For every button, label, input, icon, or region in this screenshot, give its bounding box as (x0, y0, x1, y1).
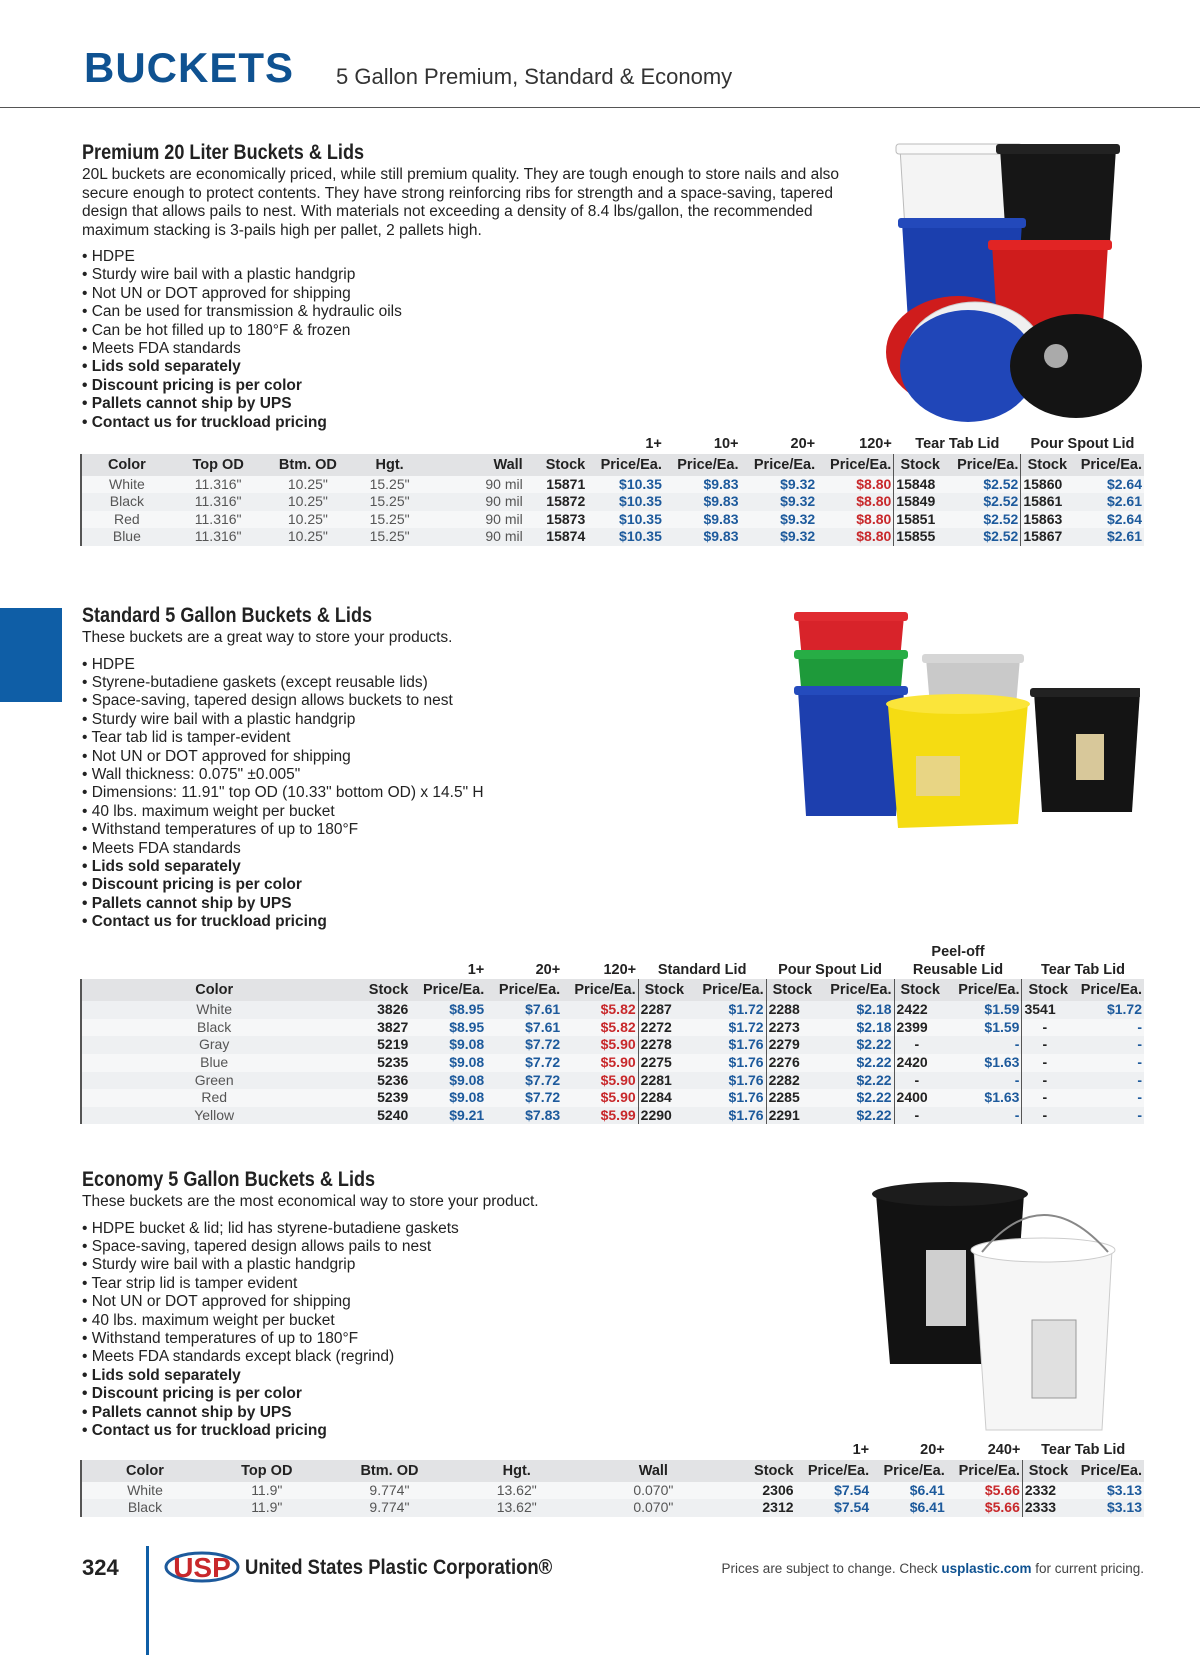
list-item: • Pallets cannot ship by UPS (82, 894, 292, 912)
list-item: • HDPE bucket & lid; lid has styrene-butadiene gaskets (82, 1219, 459, 1237)
qty-header: 120+ (562, 962, 638, 980)
list-item: • Lids sold separately (82, 857, 241, 875)
list-item: • Withstand temperatures of up to 180°F (82, 1329, 359, 1347)
section-description: 20L buckets are economically priced, while still premium quality. They are tough enough to store nails and also secure enough to protect contents. They have strong reinforcing ribs for strength and a space-saving, tapered design that allows pails to nest. With materials not exceeding a density of 8.4 lbs/gallon, the recommended maximum stacking is 3-pails high per pallet, 2 pallets high. (82, 166, 840, 239)
list-item: • Meets FDA standards except black (regrind) (82, 1348, 395, 1366)
column-header: Stock (638, 979, 690, 1001)
table-row: Blue 5235 $9.08 $7.72 $5.90 2275 $1.76 2276 $2.22 2420 $1.63 - - (81, 1054, 1144, 1072)
table-row: Black 11.9" 9.774" 13.62" 0.070" 2312 $7.54 $6.41 $5.66 2333 $3.13 (81, 1499, 1144, 1517)
column-header: Price/Ea. (587, 454, 664, 476)
column-header: Color (81, 1460, 208, 1482)
column-header: Price/Ea. (741, 454, 818, 476)
qty-header: 20+ (741, 436, 818, 454)
table-row: White 11.316" 10.25" 15.25" 90 mil 15871 $10.35 $9.83 $9.32 $8.80 15848 $2.52 15860 $2.64 (81, 476, 1144, 494)
lid-group-header: Tear Tab Lid (1022, 1442, 1144, 1460)
qty-header: 120+ (817, 436, 894, 454)
footer-divider (146, 1546, 149, 1655)
column-header: Price/Ea. (818, 979, 894, 1001)
column-header: Price/Ea. (946, 979, 1022, 1001)
list-item: • Space-saving, tapered design allows buckets to nest (82, 692, 453, 710)
feature-list (82, 248, 882, 432)
usp-logo (164, 1547, 240, 1587)
list-item: • Not UN or DOT approved for shipping (82, 1293, 351, 1311)
section-title: Economy 5 Gallon Buckets & Lids (82, 1168, 376, 1191)
column-header: Color (81, 454, 172, 476)
list-item: • Contact us for truckload pricing (82, 913, 327, 931)
lid-group-header: Peel-off (894, 944, 1022, 962)
page-number: 324 (82, 1555, 119, 1580)
column-header: Price/Ea. (690, 979, 766, 1001)
feature-list (82, 656, 722, 932)
qty-header: 240+ (947, 1442, 1023, 1460)
list-item: • Withstand temperatures of up to 180°F (82, 821, 359, 839)
list-item: • Pallets cannot ship by UPS (82, 395, 292, 413)
list-item: • Meets FDA standards (82, 340, 241, 358)
qty-header: 1+ (587, 436, 664, 454)
list-item: • 40 lbs. maximum weight per bucket (82, 802, 335, 820)
list-item: • Can be used for transmission & hydraulic oils (82, 303, 402, 321)
column-header: Price/Ea. (410, 979, 486, 1001)
qty-header: 20+ (871, 1442, 947, 1460)
page-subtitle: 5 Gallon Premium, Standard & Economy (336, 64, 733, 89)
column-header: Stock (894, 979, 946, 1001)
standard-section (82, 604, 722, 932)
list-item: • Tear tab lid is tamper-evident (82, 729, 291, 747)
page-header (0, 0, 1200, 108)
list-item: • HDPE (82, 655, 135, 673)
table-row: Black 3827 $8.95 $7.61 $5.82 2272 $1.72 2273 $2.18 2399 $1.59 - - (81, 1019, 1144, 1037)
section-side-tab (0, 608, 62, 702)
list-item: • Contact us for truckload pricing (82, 413, 327, 431)
list-item: • Lids sold separately (82, 358, 241, 376)
lid-group-header: Tear Tab Lid (894, 436, 1021, 454)
table-row: White 3826 $8.95 $7.61 $5.82 2287 $1.72 2288 $2.18 2422 $1.59 3541 $1.72 (81, 1001, 1144, 1019)
premium-pricing-table (80, 436, 1144, 546)
qty-header: 1+ (410, 962, 486, 980)
column-header: Price/Ea. (486, 979, 562, 1001)
column-header: Color (81, 979, 346, 1001)
list-item: • 40 lbs. maximum weight per bucket (82, 1311, 335, 1329)
list-item: • Sturdy wire bail with a plastic handgrip (82, 266, 356, 284)
column-header: Stock (894, 454, 946, 476)
list-item: • Discount pricing is per color (82, 1385, 302, 1403)
qty-header: 10+ (664, 436, 741, 454)
column-header: Price/Ea. (946, 454, 1021, 476)
column-header: Price/Ea. (817, 454, 894, 476)
logo-text: USP (173, 1552, 231, 1583)
column-header: Stock (1022, 1460, 1074, 1482)
economy-pricing-table (80, 1442, 1144, 1517)
column-header: Price/Ea. (1073, 454, 1144, 476)
lid-group-header: Tear Tab Lid (1022, 962, 1144, 980)
column-header: Price/Ea. (664, 454, 741, 476)
economy-buckets-photo (862, 1180, 1124, 1442)
list-item: • Tear strip lid is tamper evident (82, 1274, 298, 1292)
list-item: • Can be hot filled up to 180°F & frozen (82, 321, 351, 339)
list-item: • Discount pricing is per color (82, 376, 302, 394)
list-item: • Contact us for truckload pricing (82, 1421, 327, 1439)
list-item: • HDPE (82, 248, 135, 265)
column-header: Price/Ea. (1074, 979, 1144, 1001)
table-row: Black 11.316" 10.25" 15.25" 90 mil 15872 $10.35 $9.83 $9.32 $8.80 15849 $2.52 15861 $2.61 (81, 493, 1144, 511)
qty-header: 20+ (486, 962, 562, 980)
premium-buckets-photo (880, 140, 1142, 425)
list-item: • Not UN or DOT approved for shipping (82, 284, 351, 302)
list-item: • Meets FDA standards (82, 839, 241, 857)
list-item: • Dimensions: 11.91" top OD (10.33" bottom OD) x 14.5" H (82, 784, 484, 802)
column-header: Wall (428, 454, 525, 476)
table-row: White 11.9" 9.774" 13.62" 0.070" 2306 $7.54 $6.41 $5.66 2332 $3.13 (81, 1482, 1144, 1500)
column-header: Stock (726, 1460, 795, 1482)
column-header: Stock (346, 979, 410, 1001)
list-item: • Wall thickness: 0.075" ±0.005" (82, 765, 301, 783)
section-title: Premium 20 Liter Buckets & Lids (82, 141, 365, 164)
table-row: Blue 11.316" 10.25" 15.25" 90 mil 15874 $10.35 $9.83 $9.32 $8.80 15855 $2.52 15867 $2.61 (81, 528, 1144, 546)
column-header: Stock (766, 979, 818, 1001)
feature-list (82, 1220, 722, 1441)
column-header: Top OD (172, 454, 265, 476)
list-item: • Space-saving, tapered design allows pails to nest (82, 1237, 432, 1255)
section-title: Standard 5 Gallon Buckets & Lids (82, 604, 373, 627)
list-item: • Styrene-butadiene gaskets (except reusable lids) (82, 673, 428, 691)
website-link[interactable]: usplastic.com (941, 1561, 1032, 1576)
lid-group-header: Reusable Lid (894, 962, 1022, 980)
column-header: Price/Ea. (1074, 1460, 1144, 1482)
table-row: Gray 5219 $9.08 $7.72 $5.90 2278 $1.76 2279 $2.22 - - - - (81, 1036, 1144, 1054)
lid-group-header: Pour Spout Lid (766, 962, 894, 980)
column-header: Price/Ea. (796, 1460, 872, 1482)
column-header: Price/Ea. (871, 1460, 947, 1482)
list-item: • Sturdy wire bail with a plastic handgrip (82, 1256, 356, 1274)
column-header: Stock (1022, 979, 1074, 1001)
pricing-disclaimer: Prices are subject to change. Check usplastic.com for current pricing. (721, 1561, 1144, 1576)
column-header: Hgt. (453, 1460, 580, 1482)
standard-pricing-table (80, 944, 1144, 1124)
list-item: • Sturdy wire bail with a plastic handgrip (82, 710, 356, 728)
list-item: • Pallets cannot ship by UPS (82, 1403, 292, 1421)
lid-group-header: Standard Lid (638, 962, 766, 980)
table-row: Yellow 5240 $9.21 $7.83 $5.99 2290 $1.76 2291 $2.22 - - - - (81, 1107, 1144, 1125)
section-description: These buckets are a great way to store your products. (82, 629, 453, 646)
page-title: BUCKETS (84, 44, 295, 91)
table-row: Red 11.316" 10.25" 15.25" 90 mil 15873 $10.35 $9.83 $9.32 $8.80 15851 $2.52 15863 $2.64 (81, 511, 1144, 529)
column-header: Wall (580, 1460, 726, 1482)
list-item: • Lids sold separately (82, 1366, 241, 1384)
list-item: • Discount pricing is per color (82, 876, 302, 894)
column-header: Price/Ea. (562, 979, 638, 1001)
column-header: Btm. OD (326, 1460, 454, 1482)
table-row: Green 5236 $9.08 $7.72 $5.90 2281 $1.76 2282 $2.22 - - - - (81, 1072, 1144, 1090)
standard-buckets-photo (790, 610, 1140, 832)
column-header: Hgt. (351, 454, 428, 476)
economy-section (82, 1168, 722, 1440)
list-item: • Not UN or DOT approved for shipping (82, 747, 351, 765)
premium-section (82, 141, 882, 432)
column-header: Stock (1021, 454, 1073, 476)
column-header: Btm. OD (265, 454, 352, 476)
column-header: Stock (525, 454, 588, 476)
column-header: Price/Ea. (947, 1460, 1023, 1482)
lid-group-header: Pour Spout Lid (1021, 436, 1144, 454)
table-row: Red 5239 $9.08 $7.72 $5.90 2284 $1.76 2285 $2.22 2400 $1.63 - - (81, 1089, 1144, 1107)
section-description: These buckets are the most economical way to store your product. (82, 1193, 539, 1210)
column-header: Top OD (208, 1460, 326, 1482)
company-name: United States Plastic Corporation® (245, 1556, 553, 1579)
qty-header: 1+ (796, 1442, 872, 1460)
